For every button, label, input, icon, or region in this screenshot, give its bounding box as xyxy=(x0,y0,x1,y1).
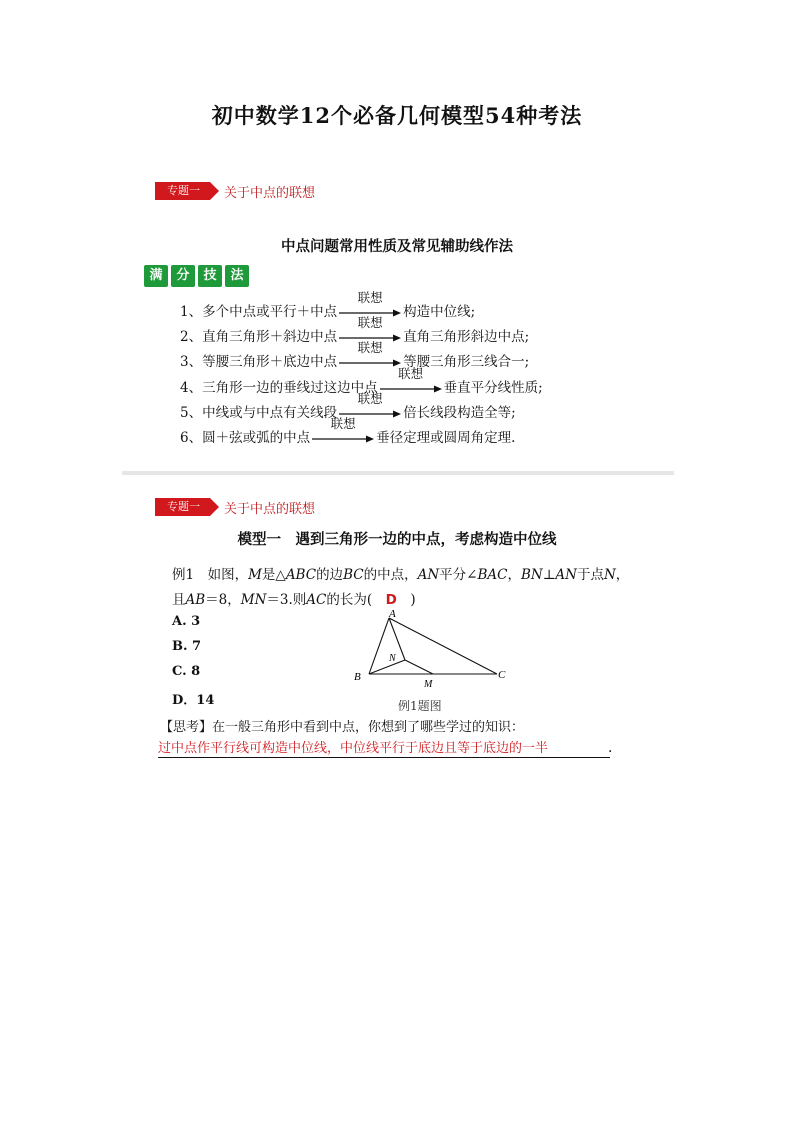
example-text: ＝3.则 xyxy=(266,592,307,608)
rule-left: 6、圆＋弦或弧的中点 xyxy=(180,430,311,446)
arrow-label: 联想 xyxy=(398,366,424,381)
example-line-1 xyxy=(172,563,629,583)
example-text: 是△ xyxy=(261,567,286,583)
skill-char: 分 xyxy=(171,265,195,287)
rule-right: 垂直平分线性质; xyxy=(443,380,543,396)
skill-char: 法 xyxy=(225,265,249,287)
arrow-label: 联想 xyxy=(357,340,383,355)
figure-caption: 例1题图 xyxy=(398,699,442,713)
side-ac xyxy=(389,618,497,674)
arrow-label: 联想 xyxy=(357,290,383,305)
example-text: ) xyxy=(410,592,416,608)
var-bn: BN xyxy=(520,567,543,583)
label-b: B xyxy=(354,671,361,683)
example-text: ⊥ xyxy=(542,567,556,583)
var-ac: AC xyxy=(306,592,327,608)
arrow-icon xyxy=(312,435,374,443)
rule-left: 1、多个中点或平行＋中点 xyxy=(180,304,338,320)
example-text: 且 xyxy=(172,592,186,608)
rule-row xyxy=(180,290,476,320)
example-text: ＝8， xyxy=(205,592,241,608)
segment-bn xyxy=(369,660,405,674)
example-text: 如图， xyxy=(194,567,249,583)
example-text: 的中点， xyxy=(363,567,418,583)
skill-char: 满 xyxy=(144,265,168,287)
rule-right: 构造中位线; xyxy=(403,304,476,320)
option-a: A. 3 xyxy=(172,614,201,629)
label-a: A xyxy=(389,608,396,620)
topic-text: 关于中点的联想 xyxy=(224,185,316,201)
example-text: 的长为( xyxy=(326,592,373,608)
var-an: AN xyxy=(555,567,577,583)
document-title: 初中数学12个必备几何模型54种考法 xyxy=(211,103,583,128)
topic-tag xyxy=(155,498,315,516)
topic-tag xyxy=(155,182,315,200)
example-text: 于点 xyxy=(576,567,604,583)
rule-right: 垂径定理或圆周角定理. xyxy=(376,430,516,446)
rule-left: 3、等腰三角形＋底边中点 xyxy=(180,354,338,370)
side-ab xyxy=(369,618,389,674)
segment-nm xyxy=(405,660,433,674)
think-answer-line xyxy=(158,737,613,758)
var-abc: ABC xyxy=(285,567,317,583)
think-prompt: 【思考】在一般三角形中看到中点，你想到了哪些学过的知识： xyxy=(160,720,525,735)
var-an: AN xyxy=(417,567,440,583)
example-line-2 xyxy=(172,588,416,608)
var-bc: BC xyxy=(343,567,364,583)
example-text: 平分∠ xyxy=(439,567,478,583)
arrow-label: 联想 xyxy=(330,416,356,431)
var-ab: AB xyxy=(185,592,206,608)
rule-left: 5、中线或与中点有关线段 xyxy=(180,405,338,421)
var-m: M xyxy=(248,567,262,583)
rule-right: 直角三角形斜边中点; xyxy=(403,329,530,345)
section-divider xyxy=(122,471,674,475)
rule-right: 等腰三角形三线合一; xyxy=(403,354,530,370)
arrow-label: 联想 xyxy=(357,391,383,406)
triangle-figure xyxy=(345,606,525,690)
rule-row xyxy=(180,340,530,370)
association-arrow xyxy=(312,416,374,446)
topic-badge: 专题一 xyxy=(155,498,210,516)
var-mn: MN xyxy=(240,592,267,608)
label-m: M xyxy=(424,679,433,690)
example-text: ， xyxy=(615,567,630,583)
var-n: N xyxy=(603,567,616,583)
option-d: D．14 xyxy=(172,693,215,708)
example-text: ， xyxy=(507,567,521,583)
example-answer: D xyxy=(385,592,397,608)
var-bac: BAC xyxy=(477,567,508,583)
topic-badge: 专题一 xyxy=(155,182,210,200)
rule-left: 4、三角形一边的垂线过这边中点 xyxy=(180,380,378,396)
rule-right: 倍长线段构造全等; xyxy=(403,405,516,421)
label-c: C xyxy=(498,669,506,681)
option-b: B. 7 xyxy=(172,639,202,654)
think-answer: 过中点作平行线可构造中位线，中位线平行于底边且等于底边的一半 xyxy=(158,741,549,756)
skills-header xyxy=(144,265,249,287)
methods-heading: 中点问题常用性质及常见辅助线作法 xyxy=(281,239,513,255)
label-n: N xyxy=(389,653,396,664)
model-title: 模型一 遇到三角形一边的中点，考虑构造中位线 xyxy=(237,532,557,548)
rule-left: 2、直角三角形＋斜边中点 xyxy=(180,329,338,345)
example-label: 例1 xyxy=(172,567,195,583)
topic-text: 关于中点的联想 xyxy=(224,501,316,517)
arrow-label: 联想 xyxy=(357,315,383,330)
option-c: C. 8 xyxy=(172,664,201,679)
think-end: . xyxy=(608,740,613,756)
skill-char: 技 xyxy=(198,265,222,287)
example-text: 的边 xyxy=(316,567,344,583)
rule-row xyxy=(180,416,516,446)
